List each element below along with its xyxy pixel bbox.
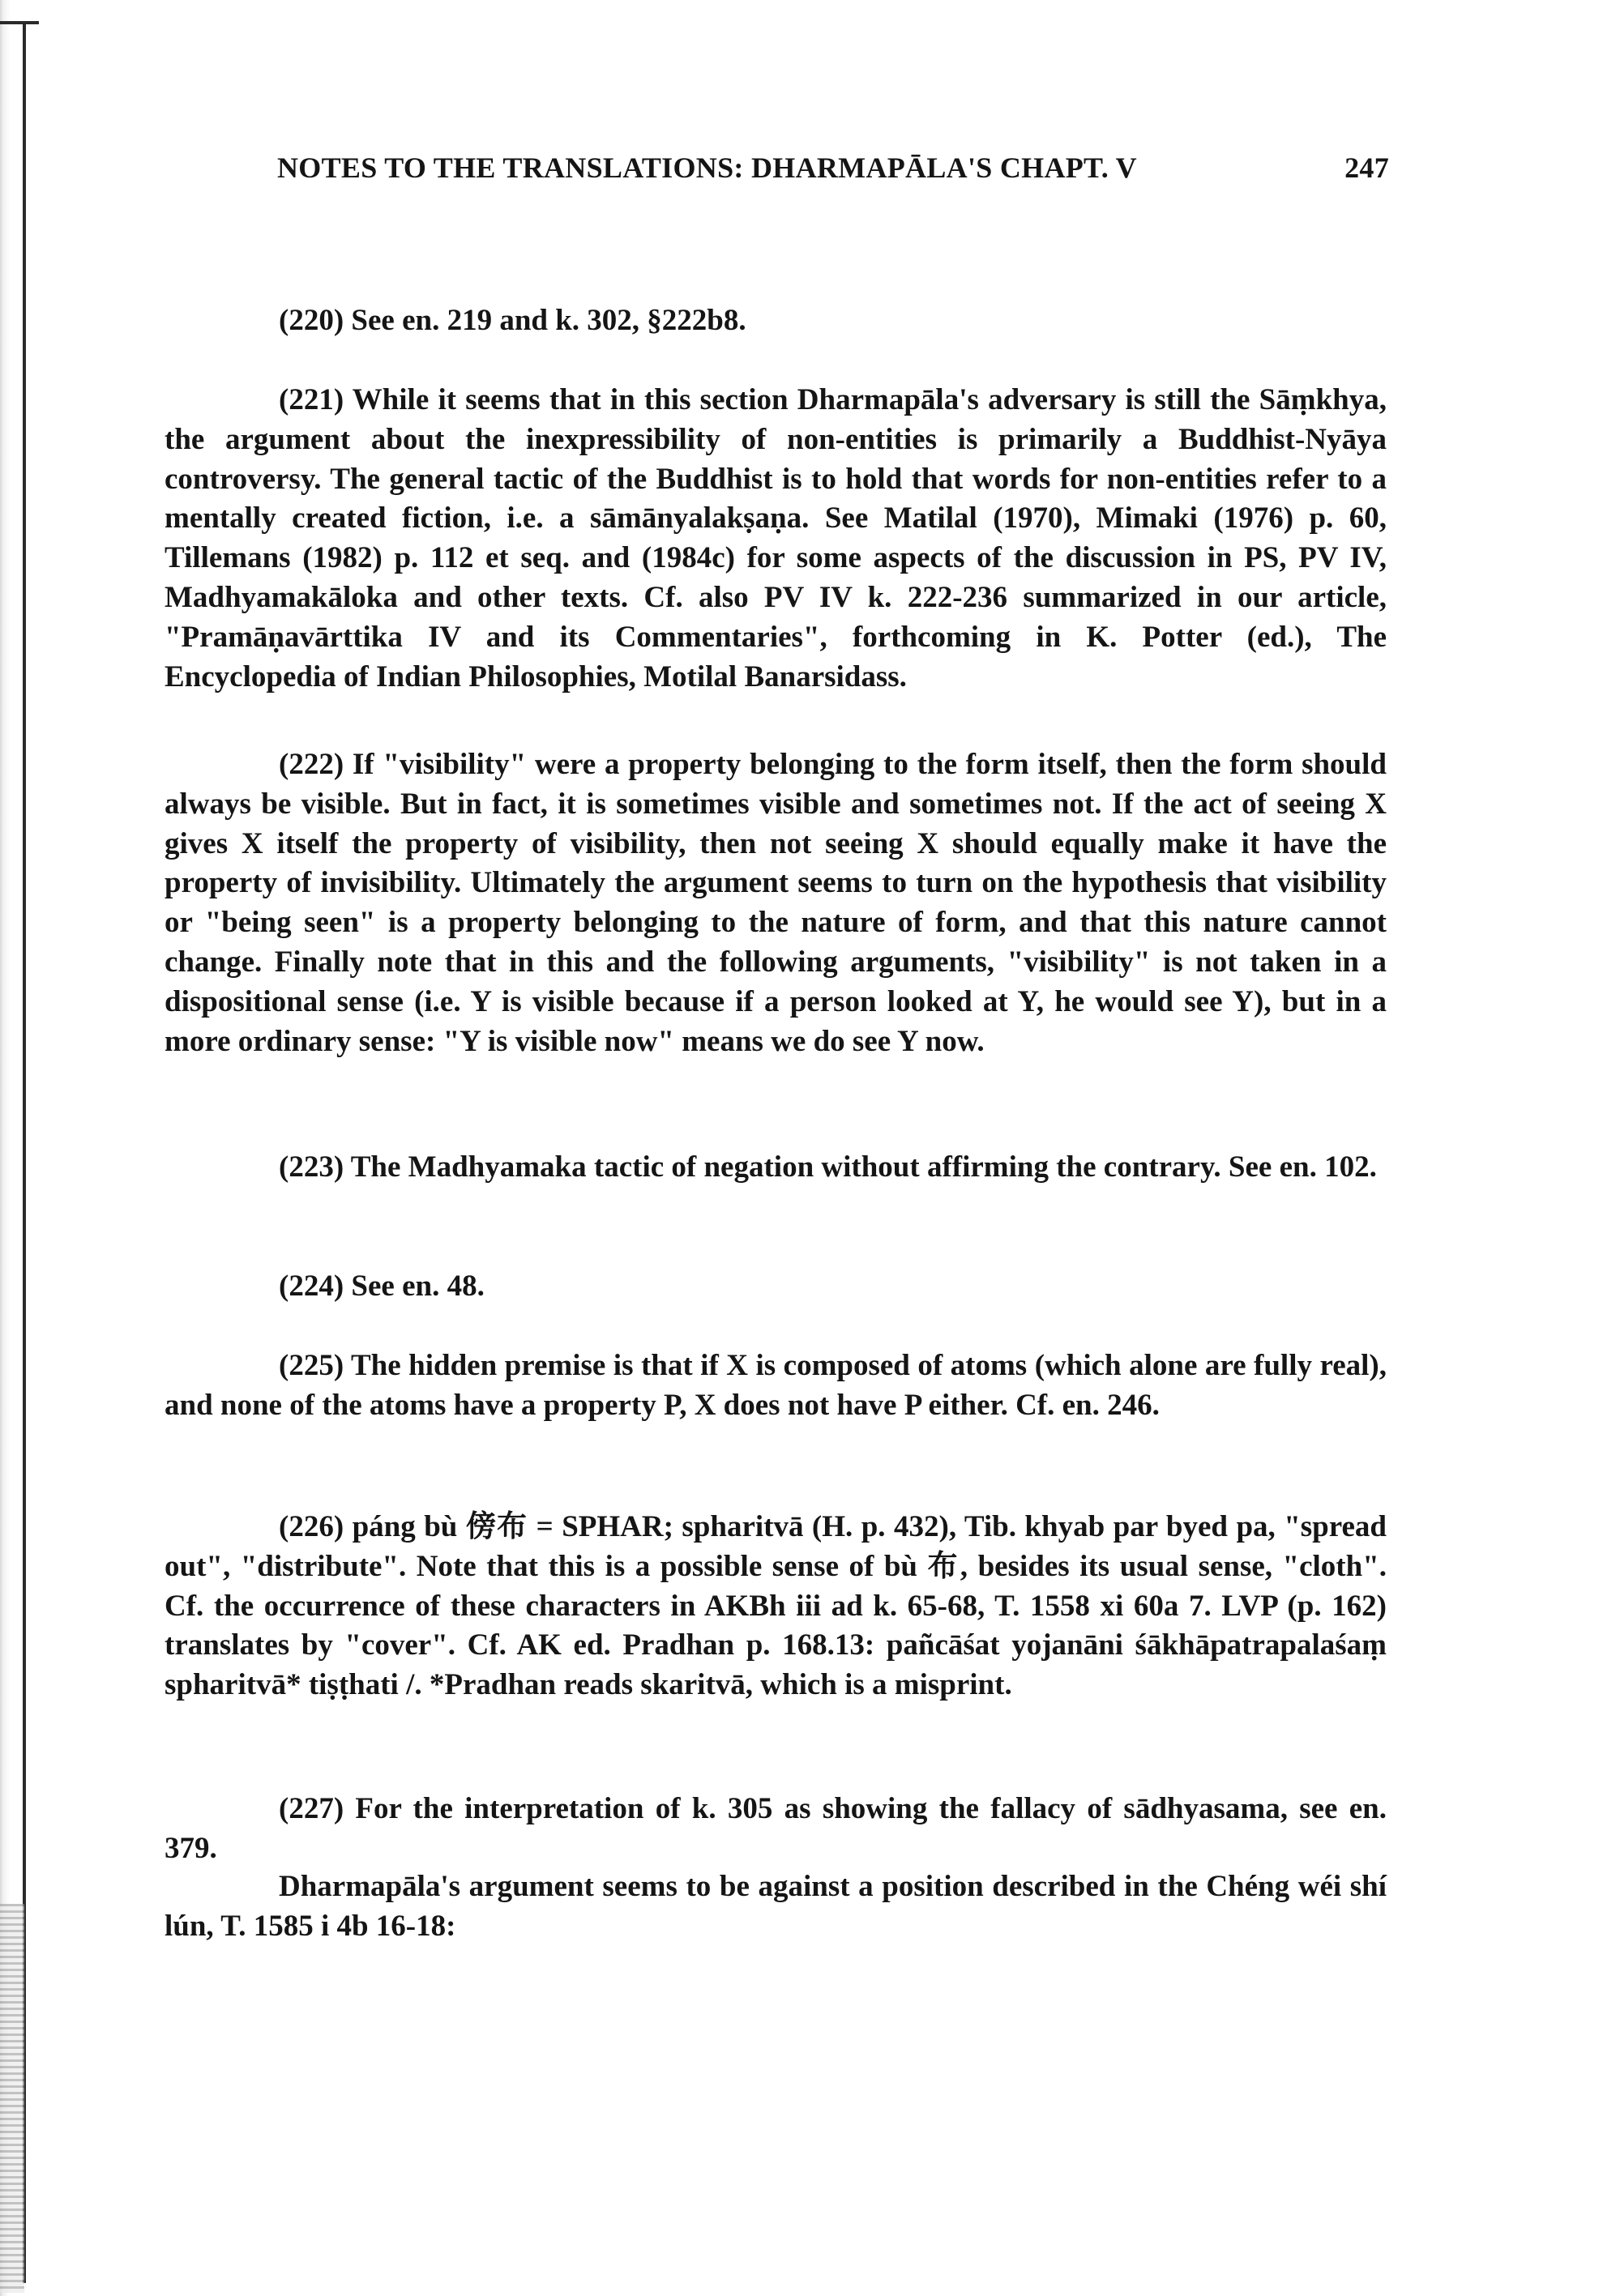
note-226: (226) páng bù 傍布 = SPHAR; spharitvā (H. p. 432), Tib. khyab par byed pa, "spread out", "distribute". Note that this is a possible sense of bù 布, besides its usual sense, "cloth". Cf. the occurrence of these characters in AKBh iii ad k. 65-68, T. 1558 xi 60a 7. LVP (p. 162) translates by "cover". Cf. AK ed. Pradhan p. 168.13: pañcāśat yojanāni śākhāpatrapalaśaṃ spharitvā* tiṣṭhati /. *Pradhan reads skaritvā, which is a misprint. bbox=[165, 1510, 1387, 1702]
note-223: (223) The Madhyamaka tactic of negation without affirming the contrary. See en. 102. bbox=[279, 1150, 1377, 1184]
note-227-continuation: Dharmapāla's argument seems to be against a position described in the Chéng wéi shí lún, T. 1585 i 4b 16-18: bbox=[165, 1870, 1387, 1943]
note-220: (220) See en. 219 and k. 302, §222b8. bbox=[279, 304, 746, 337]
note-224: (224) See en. 48. bbox=[279, 1270, 485, 1303]
note-227: (227) For the interpretation of k. 305 as showing the fallacy of sādhyasama, see en. 379. bbox=[165, 1792, 1387, 1865]
running-header bbox=[277, 144, 1389, 193]
binding-top-mark bbox=[0, 21, 39, 24]
note-222: (222) If "visibility" were a property belonging to the form itself, then the form should always be visible. But in fact, it is sometimes visible and sometimes not. If the act of seeing X gives X itself the property of visibility, then not seeing X should equally make it have the property of invisibility. Ultimately the argument seems to turn on the hypothesis that visibility or "being seen" is a property belonging to the nature of form, and that this nature cannot change. Finally note that in this and the following arguments, "visibility" is not taken in a dispositional sense (i.e. Y is visible because if a person looked at Y, he would see Y), but in a more ordinary sense: "Y is visible now" means we do see Y now. bbox=[165, 748, 1387, 1058]
note-225: (225) The hidden premise is that if X is composed of atoms (which alone are fully real), and none of the atoms have a property P, X does not have P either. Cf. en. 246. bbox=[165, 1349, 1387, 1422]
page-number: 247 bbox=[1344, 152, 1389, 184]
note-221: (221) While it seems that in this section Dharmapāla's adversary is still the Sāṃkhya, the argument about the inexpressibility of non-entities is primarily a Buddhist-Nyāya controversy. The general tactic of the Buddhist is to hold that words for non-entities refer to a mentally created fiction, i.e. a sāmānyalakṣaṇa. See Matilal (1970), Mimaki (1976) p. 60, Tillemans (1982) p. 112 et seq. and (1984c) for some aspects of the discussion in PS, PV IV, Madhyamakāloka and other texts. Cf. also PV IV k. 222-236 summarized in our article, "Pramāṇavārttika IV and its Commentaries", forthcoming in K. Potter (ed.), The Encyclopedia of Indian Philosophies, Motilal Banarsidass. bbox=[165, 383, 1387, 693]
binding-scan-noise bbox=[0, 1904, 24, 2293]
running-header-title: NOTES TO THE TRANSLATIONS: DHARMAPĀLA'S CHAPT. V bbox=[277, 152, 1137, 184]
